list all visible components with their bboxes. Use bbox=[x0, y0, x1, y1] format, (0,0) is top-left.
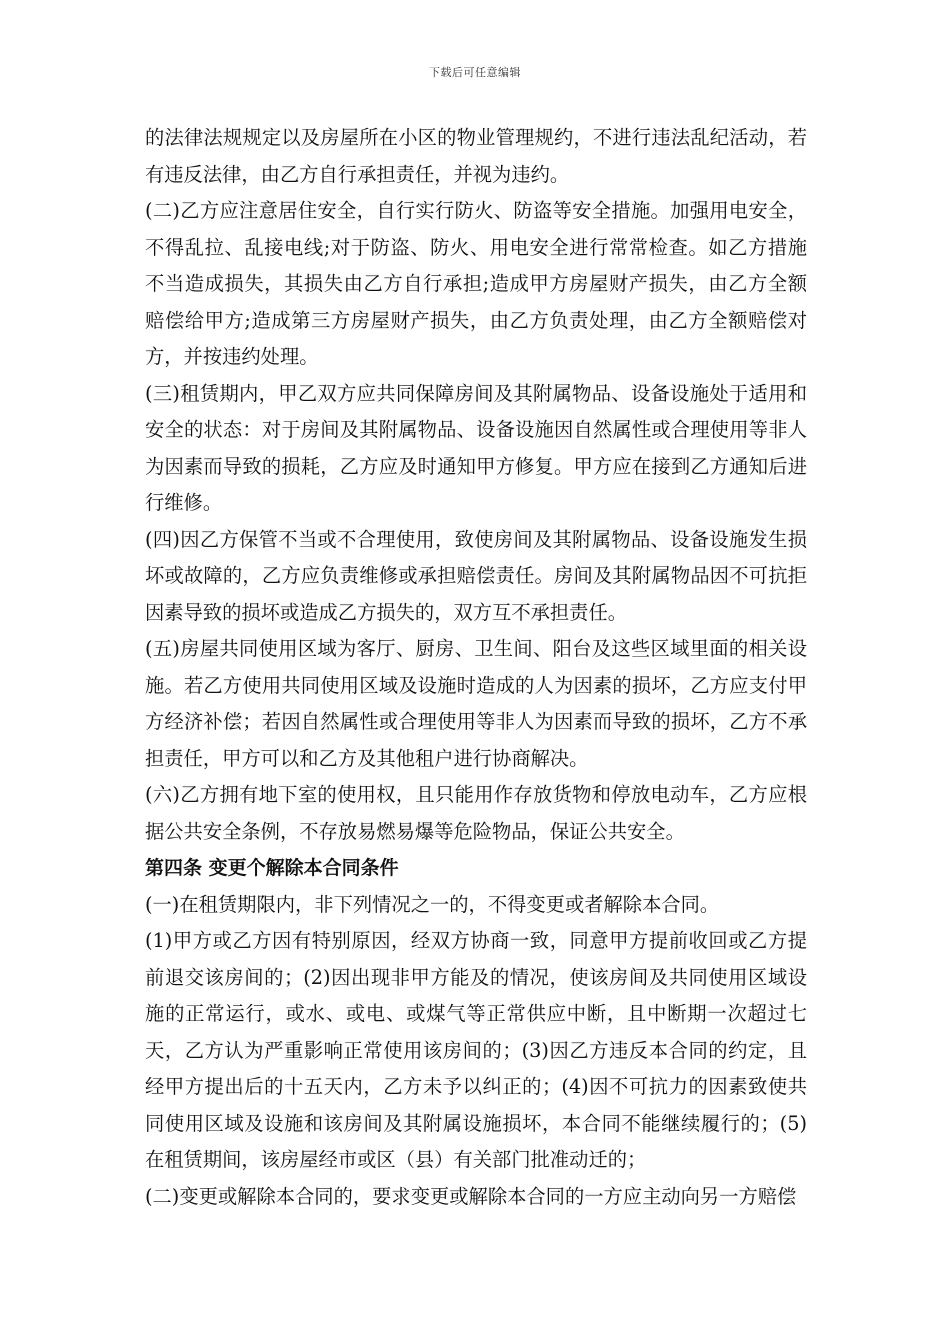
paragraph-continuation: 的法律法规规定以及房屋所在小区的物业管理规约，不进行违法乱纪活动，若有违反法律，由乙方自行承担责任，并视为违约。 bbox=[145, 126, 807, 186]
paragraph-clause-5: (五)房屋共同使用区域为客厅、厨房、卫生间、阳台及这些区域里面的相关设施。若乙方使用共同使用区域及设施时造成的人为因素的损坏，乙方应支付甲方经济补偿；若因自然属性或合理使用等非人为因素而导致的损坏，乙方不承担责任，甲方可以和乙方及其他租户进行协商解决。 bbox=[145, 637, 807, 770]
paragraph-clause-6: (六)乙方拥有地下室的使用权，且只能用作存放货物和停放电动车，乙方应根据公共安全条例，不存放易燃易爆等危险物品，保证公共安全。 bbox=[145, 783, 807, 843]
paragraph-clause-3: (三)租赁期内，甲乙双方应共同保障房间及其附属物品、设备设施处于适用和安全的状态：对于房间及其附属物品、设备设施因自然属性或合理使用等非人为因素而导致的损耗，乙方应及时通知甲方修复。甲方应在接到乙方通知后进行维修。 bbox=[145, 381, 807, 514]
paragraph-clause-2: (二)乙方应注意居住安全，自行实行防火、防盗等安全措施。加强用电安全，不得乱拉、乱接电线;对于防盗、防火、用电安全进行常常检查。如乙方措施不当造成损失，其损失由乙方自行承担;造成甲方房屋财产损失，由乙方全额赔偿给甲方;造成第三方房屋财产损失，由乙方负责处理，由乙方全额赔偿对方，并按违约处理。 bbox=[145, 199, 807, 368]
paragraph-clause-4: (四)因乙方保管不当或不合理使用，致使房间及其附属物品、设备设施发生损坏或故障的，乙方应负责维修或承担赔偿责任。房间及其附属物品因不可抗拒因素导致的损坏或造成乙方损失的，双方互不承担责任。 bbox=[145, 527, 807, 624]
section-heading: 第四条 变更个解除本合同条件 bbox=[145, 857, 399, 879]
page-header-note: 下载后可任意编辑 bbox=[429, 66, 521, 79]
document-body bbox=[145, 120, 807, 1215]
section-paragraph-2: (二)变更或解除本合同的，要求变更或解除本合同的一方应主动向另一方赔偿 bbox=[145, 1184, 797, 1208]
section-paragraph-conditions: (1)甲方或乙方因有特别原因，经双方协商一致，同意甲方提前收回或乙方提前退交该房间的；(2)因出现非甲方能及的情况，使该房间及共同使用区域设施的正常运行，或水、或电、或煤气等正常供应中断，且中断期一次超过七天，乙方认为严重影响正常使用该房间的；(3)因乙方违反本合同的约定，且经甲方提出后的十五天内，乙方未予以纠正的；(4)因不可抗力的因素致使共同使用区域及设施和该房间及其附属设施损坏，本合同不能继续履行的；(5)在租赁期间，该房屋经市或区（县）有关部门批准动迁的； bbox=[145, 929, 807, 1171]
section-paragraph-1: (一)在租赁期限内，非下列情况之一的，不得变更或者解除本合同。 bbox=[145, 892, 720, 916]
